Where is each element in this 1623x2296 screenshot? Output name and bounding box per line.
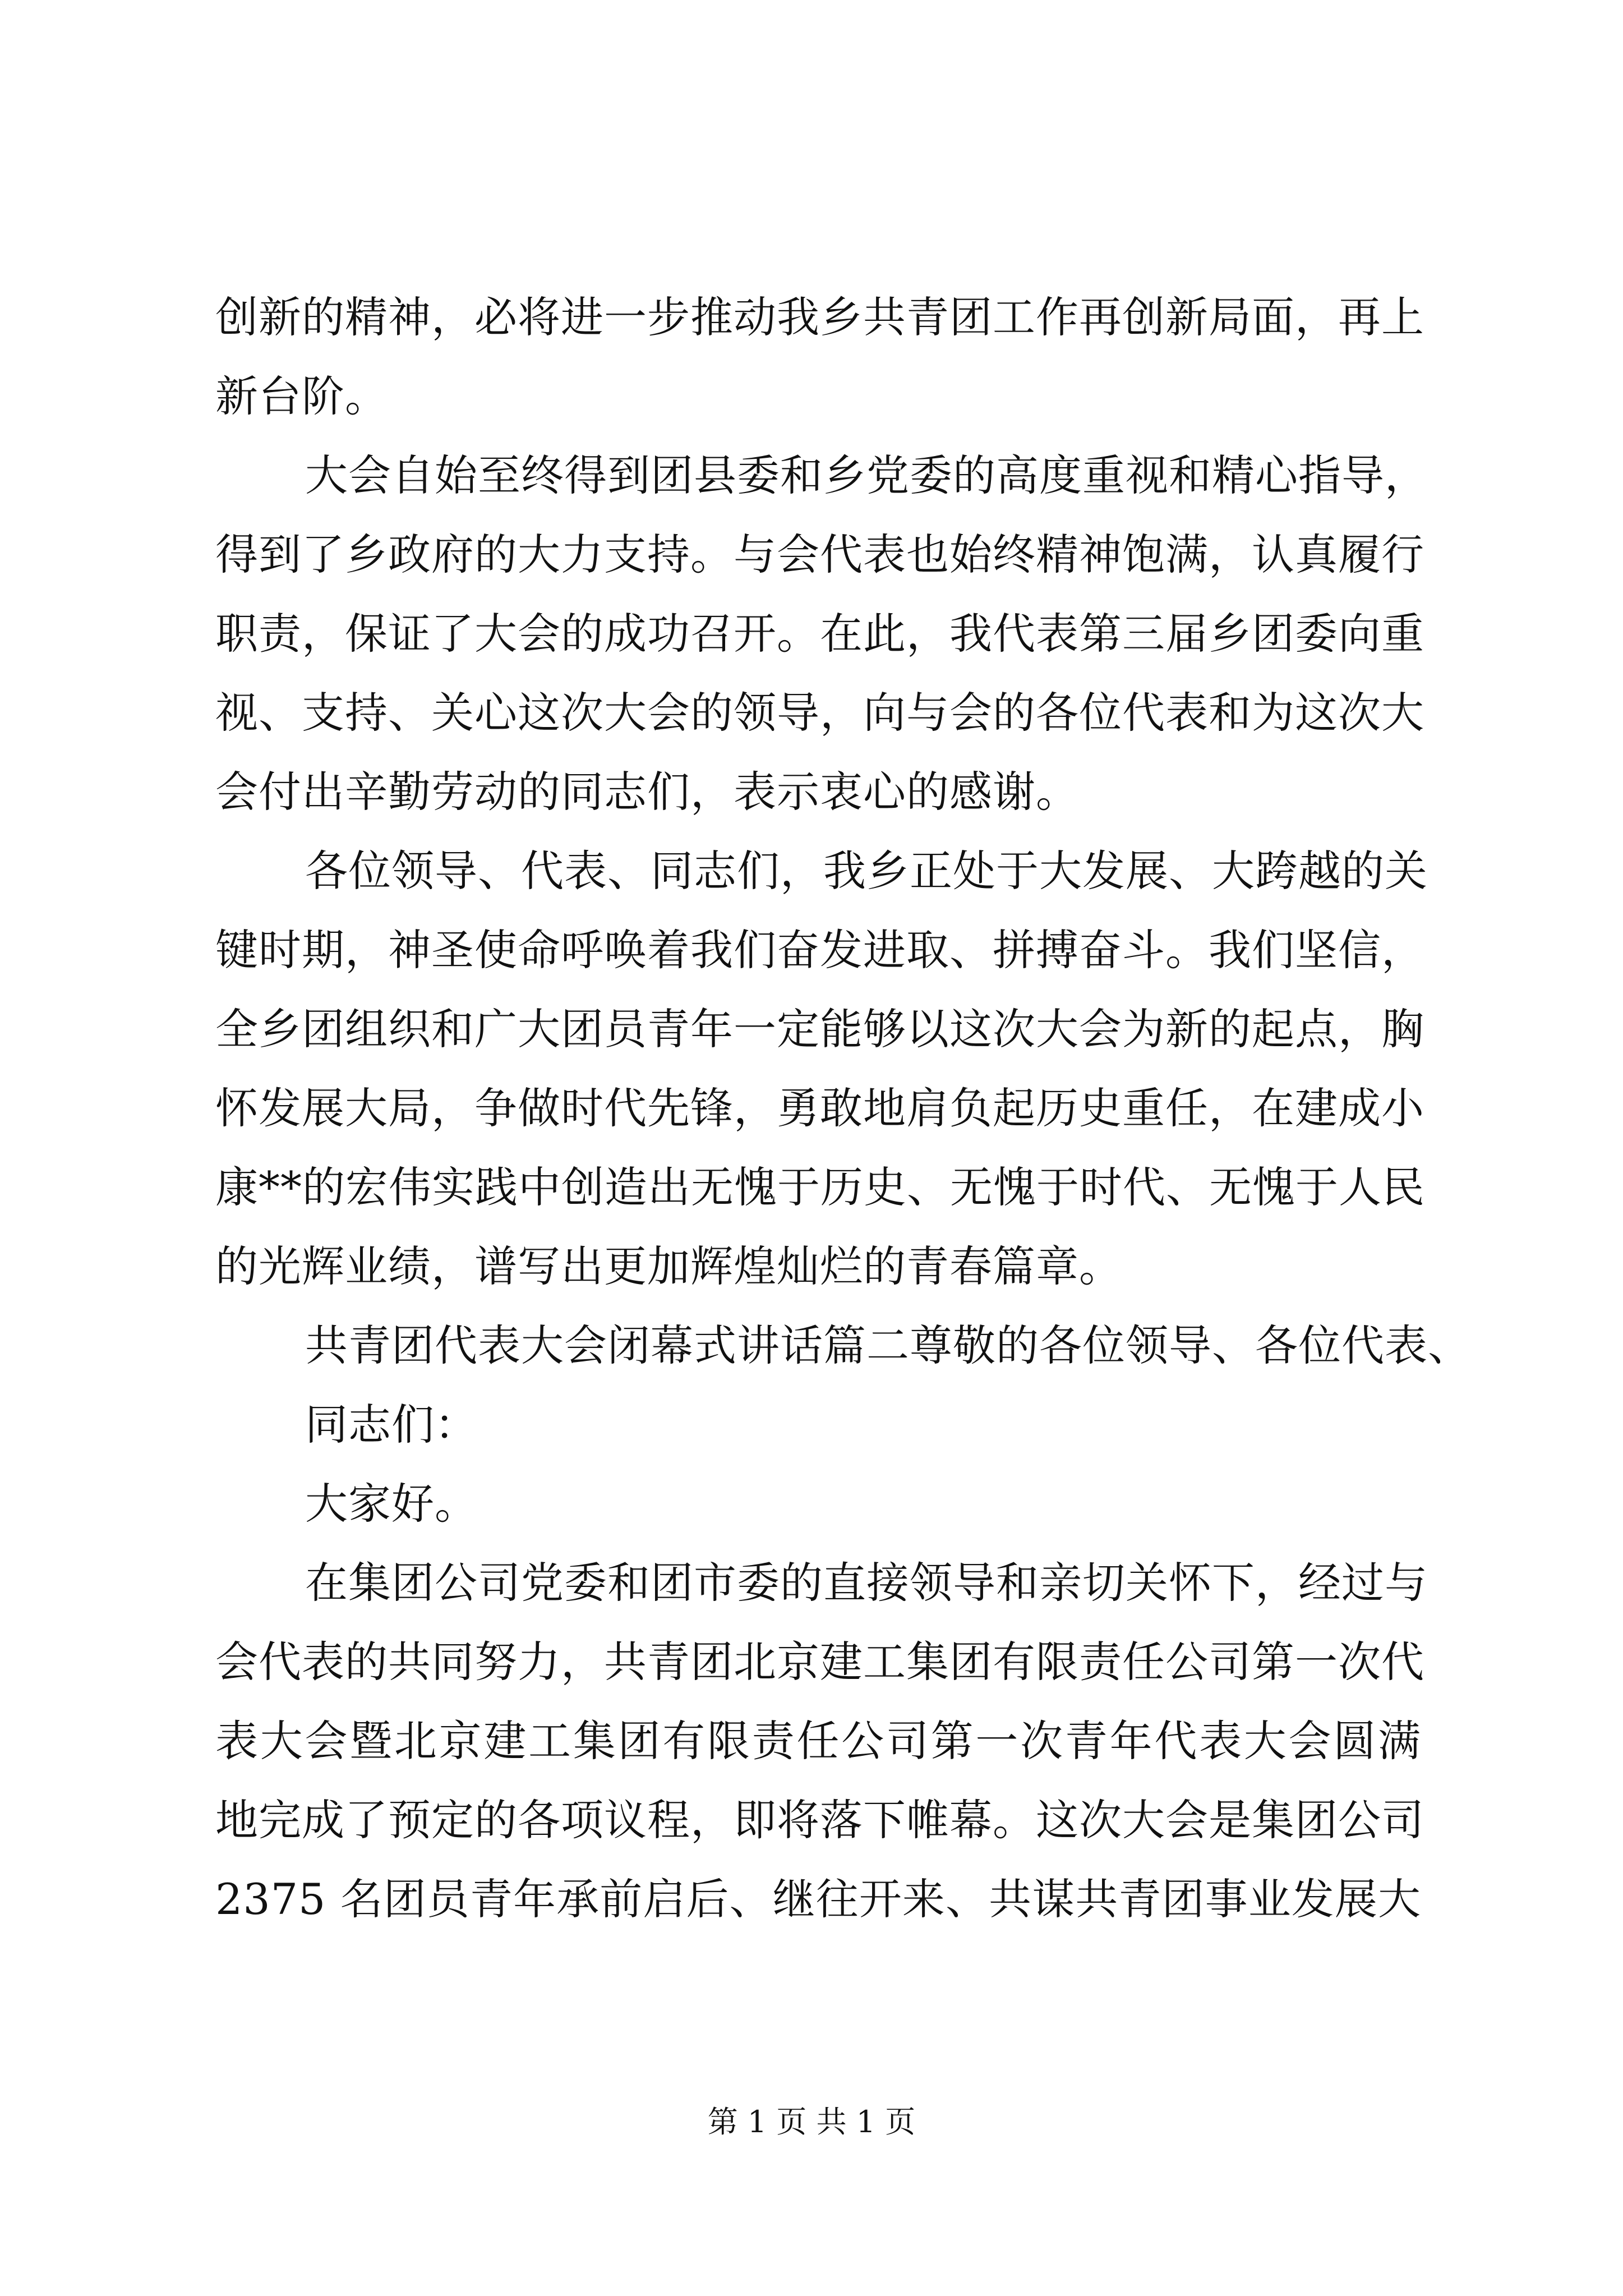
salutation-line: 同志们： — [305, 1400, 478, 1450]
paragraph-3-line-3: 全乡团组织和广大团员青年一定能够以这次大会为新的起点，胸 — [215, 1004, 1424, 1054]
paragraph-4-line-4: 地完成了预定的各项议程，即将落下帷幕。这次大会是集团公司 — [215, 1795, 1424, 1845]
paragraph-2-line-5: 会付出辛勤劳动的同志们，表示衷心的感谢。 — [215, 767, 1079, 817]
section-title-line: 共青团代表大会闭幕式讲话篇二尊敬的各位领导、各位代表、 — [305, 1320, 1471, 1370]
paragraph-4-line-3: 表大会暨北京建工集团有限责任公司第一次青年代表大会圆满 — [215, 1716, 1421, 1766]
paragraph-4-line-5: 2375 名团员青年承前启后、继往开来、共谋共青团事业发展大 — [215, 1874, 1421, 1924]
paragraph-3-line-6: 的光辉业绩，谱写出更加辉煌灿烂的青春篇章。 — [215, 1241, 1122, 1291]
paragraph-4-line-1: 在集团公司党委和团市委的直接领导和亲切关怀下，经过与 — [305, 1558, 1428, 1608]
body-line-2: 新台阶。 — [215, 371, 388, 421]
paragraph-3-line-2: 键时期，神圣使命呼唤着我们奋发进取、拼搏奋斗。我们坚信， — [215, 925, 1424, 975]
paragraph-4-line-2: 会代表的共同努力，共青团北京建工集团有限责任公司第一次代 — [215, 1637, 1424, 1687]
paragraph-3-line-4: 怀发展大局，争做时代先锋，勇敢地肩负起历史重任，在建成小 — [215, 1083, 1424, 1133]
paragraph-2-line-3: 职责，保证了大会的成功召开。在此，我代表第三届乡团委向重 — [215, 609, 1424, 659]
paragraph-3-line-1: 各位领导、代表、同志们，我乡正处于大发展、大跨越的关 — [305, 846, 1428, 896]
paragraph-2-line-2: 得到了乡政府的大力支持。与会代表也始终精神饱满，认真履行 — [215, 530, 1424, 579]
body-line-1: 创新的精神，必将进一步推动我乡共青团工作再创新局面，再上 — [215, 292, 1424, 342]
greeting-line: 大家好。 — [305, 1479, 478, 1529]
paragraph-2-line-1: 大会自始至终得到团县委和乡党委的高度重视和精心指导， — [305, 450, 1428, 500]
paragraph-3-line-5: 康**的宏伟实践中创造出无愧于历史、无愧于时代、无愧于人民 — [215, 1162, 1425, 1212]
paragraph-2-line-4: 视、支持、关心这次大会的领导，向与会的各位代表和为这次大 — [215, 688, 1424, 738]
page-footer: 第 1 页 共 1 页 — [707, 2104, 916, 2139]
